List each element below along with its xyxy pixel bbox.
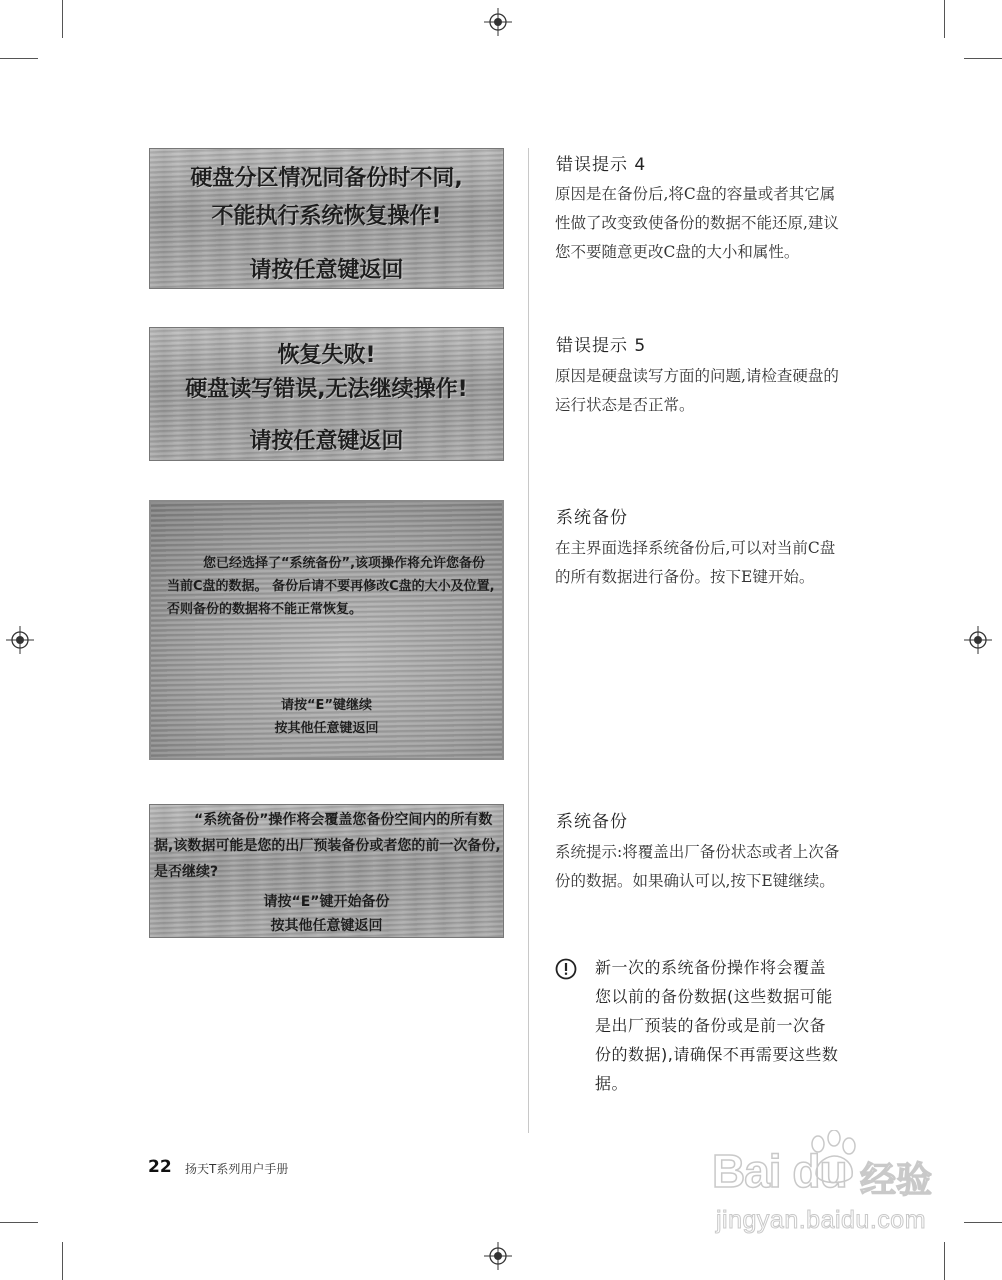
- baidu-watermark: [712, 1130, 952, 1240]
- crop-mark: [62, 0, 63, 38]
- section-heading: 系统备份: [556, 508, 628, 528]
- panel-paragraph: 您已经选择了“系统备份”,该项操作将允许您备份当前C盘的数据。 备份后请不要再修改C盘的大小及位置, 否则备份的数据将不能正常恢复。: [167, 556, 495, 617]
- panel-action: 请按任意键返回: [249, 258, 404, 283]
- panel-line: 恢复失败!: [277, 343, 376, 368]
- screenshot-panel-backup-confirm: [149, 804, 504, 938]
- watermark-cn: 经验: [860, 1160, 933, 1201]
- watermark-logo: Bai du: [712, 1145, 847, 1197]
- panel-action: 请按任意键返回: [249, 429, 404, 454]
- column-divider: [528, 148, 529, 1133]
- section-heading: 错误提示 4: [556, 155, 647, 175]
- crop-mark: [62, 1242, 63, 1280]
- section-heading: 错误提示 5: [556, 336, 647, 356]
- crop-mark: [0, 58, 38, 59]
- screenshot-panel-error-4: [149, 148, 504, 289]
- panel-action: 请按“E”键开始备份: [263, 894, 390, 910]
- section-body: 在主界面选择系统备份后,可以对当前C盘的所有数据进行备份。按下E键开始。: [555, 539, 836, 586]
- panel-line: 硬盘读写错误,无法继续操作!: [185, 377, 468, 402]
- watermark-url: jingyan.baidu.com: [716, 1206, 927, 1234]
- panel-action: 请按“E”键继续: [281, 698, 372, 713]
- page-number: 22: [148, 1157, 172, 1177]
- paw-icon: [804, 1130, 860, 1192]
- section-body: 原因是硬盘读写方面的问题,请检查硬盘的运行状态是否正常。: [555, 367, 839, 414]
- panel-line: 不能执行系统恢复操作!: [211, 204, 442, 229]
- registration-mark-icon: [6, 626, 34, 654]
- screenshot-panel-system-backup: [149, 500, 504, 760]
- registration-mark-icon: [964, 626, 992, 654]
- crop-mark: [0, 1222, 38, 1223]
- manual-title: 扬天T系列用户手册: [185, 1162, 289, 1176]
- panel-action: 按其他任意键返回: [270, 918, 383, 934]
- warning-note: 新一次的系统备份操作将会覆盖您以前的备份数据(这些数据可能是出厂预装的备份或是前一次备份的数据),请确保不再需要这些数据。: [595, 958, 839, 1093]
- crop-mark: [964, 58, 1002, 59]
- section-heading: 系统备份: [556, 812, 628, 832]
- crop-mark: [944, 1242, 945, 1280]
- crop-mark: [944, 0, 945, 38]
- panel-paragraph: “系统备份”操作将会覆盖您备份空间内的所有数据,该数据可能是您的出厂预装备份或者您的前一次备份,是否继续?: [154, 812, 501, 880]
- section-body: 原因是在备份后,将C盘的容量或者其它属性做了改变致使备份的数据不能还原,建议您不要随意更改C盘的大小和属性。: [555, 185, 839, 261]
- screenshot-panel-error-5: [149, 327, 504, 461]
- exclamation-circle-icon: [555, 958, 577, 980]
- panel-line: 硬盘分区情况同备份时不同,: [190, 166, 463, 191]
- section-body: 系统提示:将覆盖出厂备份状态或者上次备份的数据。如果确认可以,按下E键继续。: [555, 843, 840, 890]
- registration-mark-icon: [484, 8, 512, 36]
- panel-action: 按其他任意键返回: [274, 721, 379, 736]
- registration-mark-icon: [484, 1242, 512, 1270]
- crop-mark: [964, 1222, 1002, 1223]
